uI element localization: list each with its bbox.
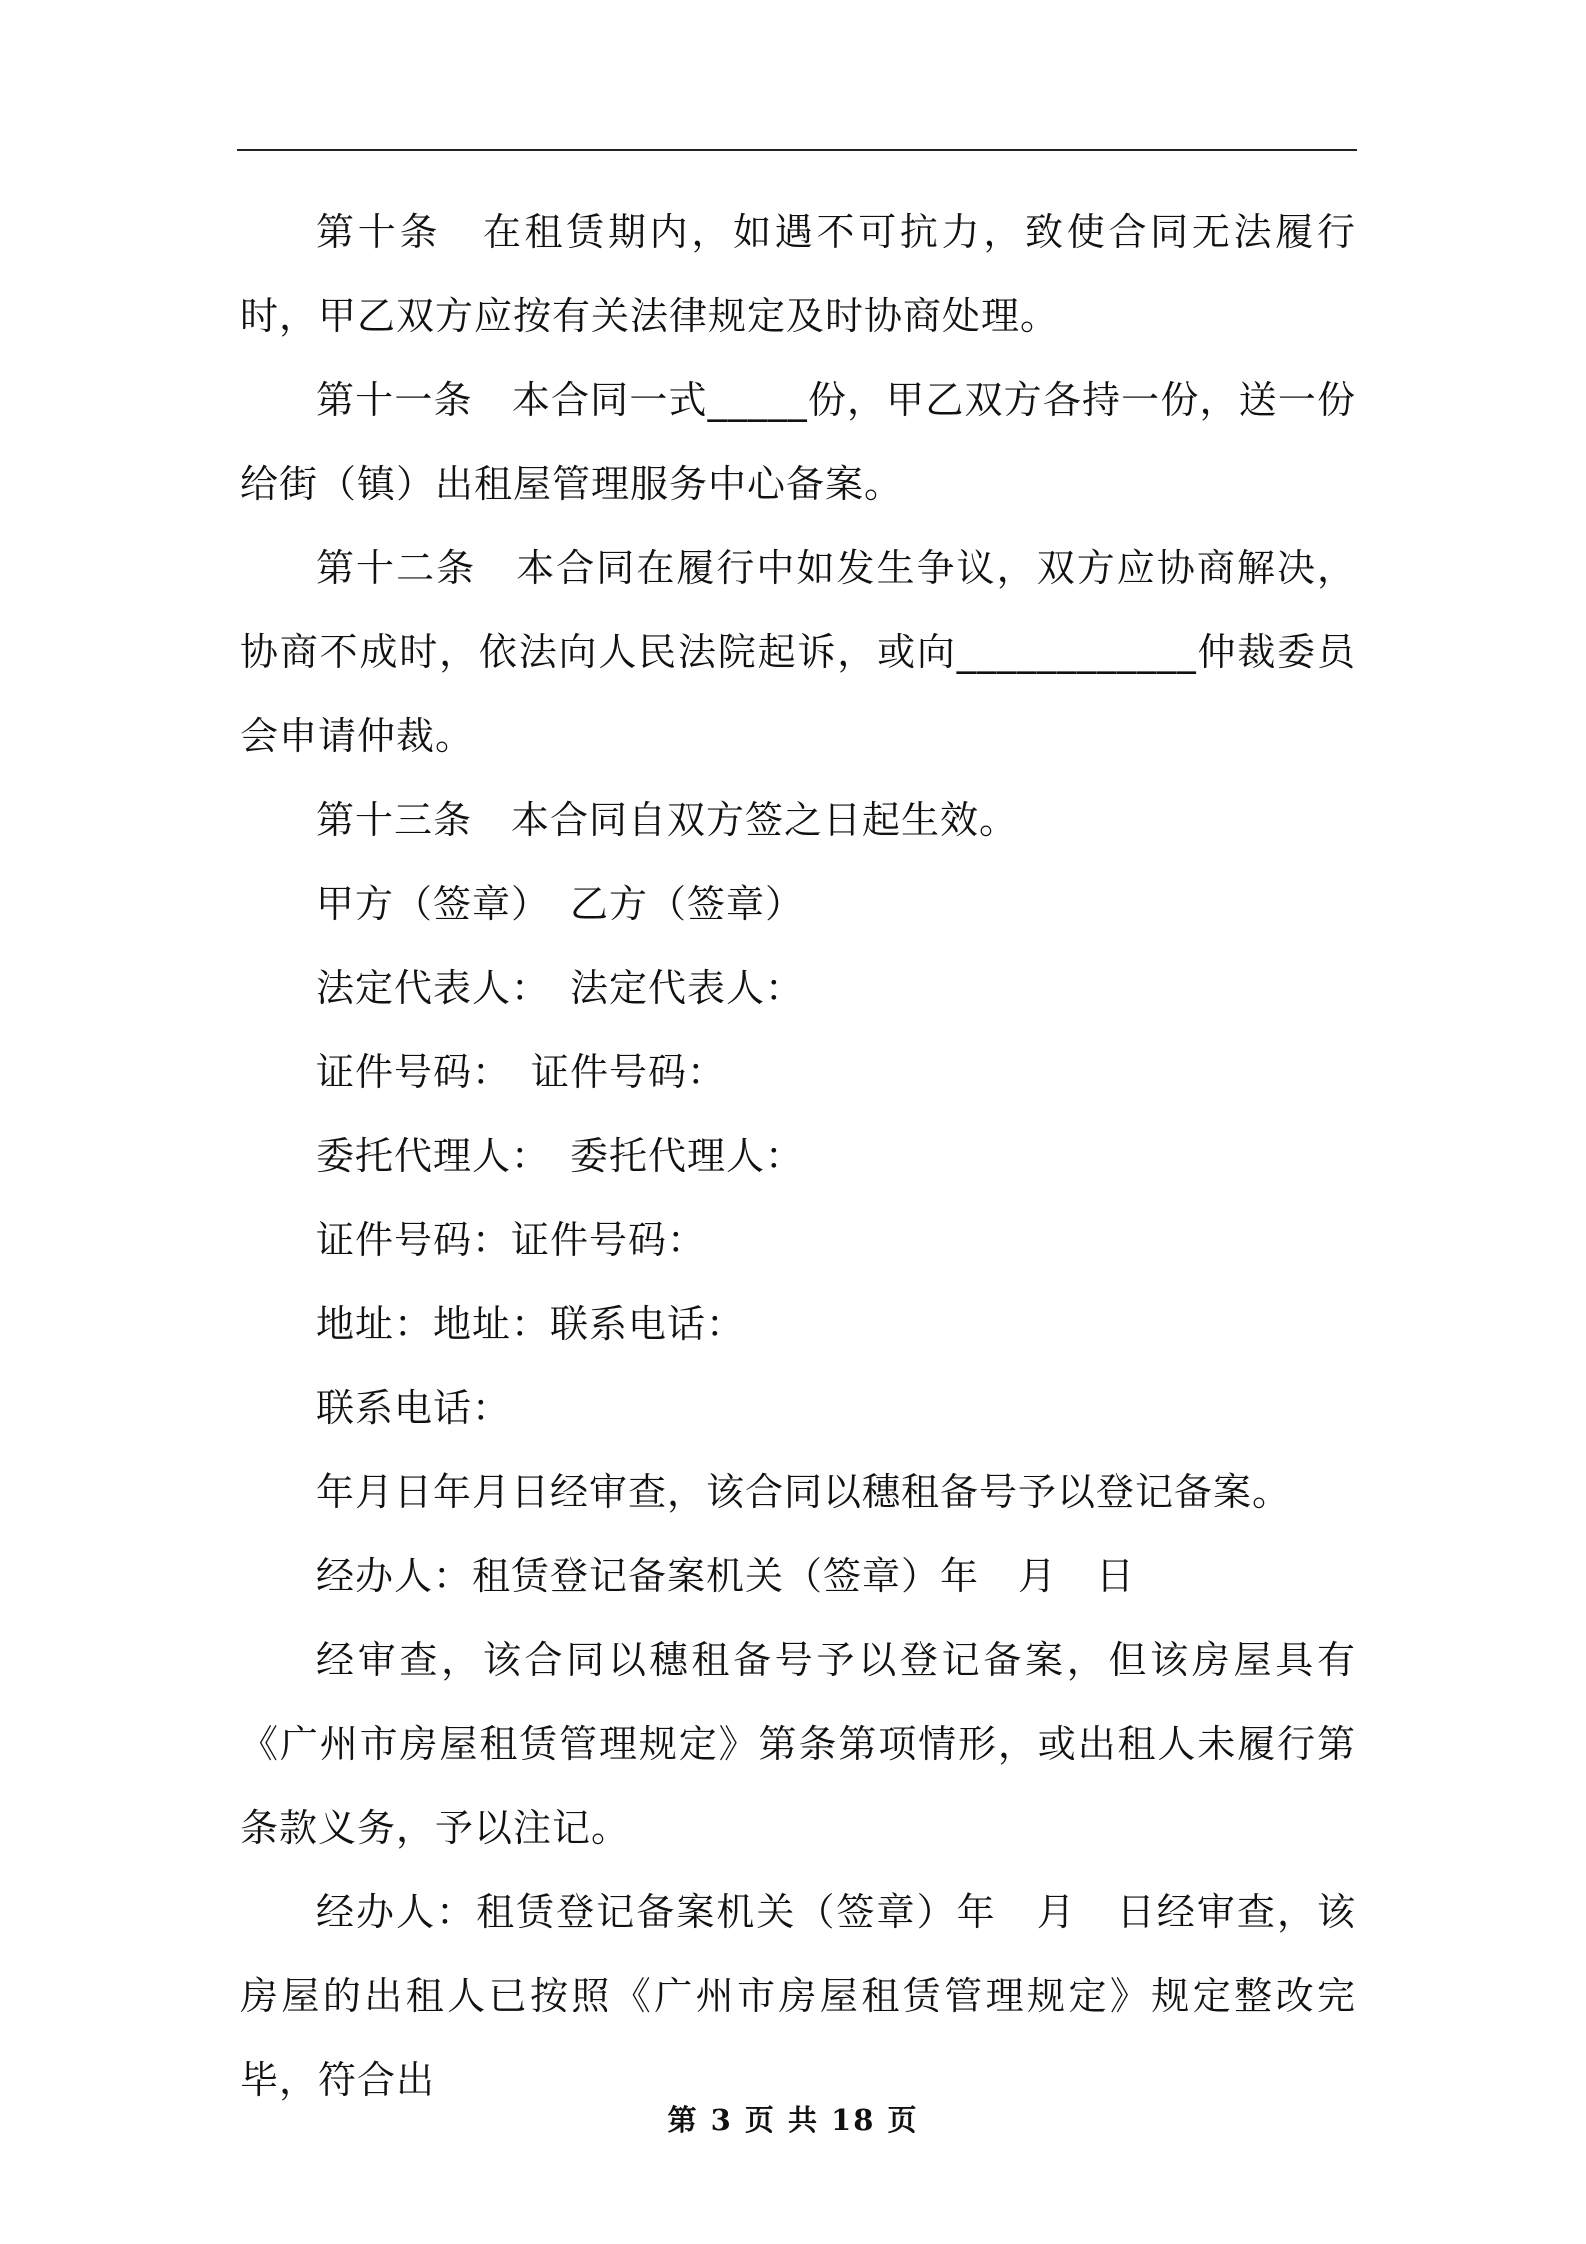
signature-line-id-number: 证件号码： 证件号码： (316, 1050, 727, 1094)
header-rule (237, 149, 1357, 151)
article-10: 第十条 在租赁期内，如遇不可抗力，致使合同无法履行时，甲乙双方应按有关法律规定及时协商处理。 (240, 210, 1356, 338)
registration-note: 年月日年月日经审查，该合同以穗租备号予以登记备案。 (316, 1470, 1292, 1514)
annotation-note: 经审查，该合同以穗租备号予以登记备案，但该房屋具有《广州市房屋租赁管理规定》第条第项情形，或出租人未履行第条款义务，予以注记。 (240, 1638, 1356, 1850)
article-13: 第十三条 本合同自双方签之日起生效。 (316, 798, 1019, 842)
signature-line-parties: 甲方（签章） 乙方（签章） (316, 882, 805, 926)
document-body (240, 190, 1356, 2122)
signature-line-address: 地址：地址：联系电话： (316, 1302, 746, 1346)
rectification-note: 经办人：租赁登记备案机关（签章）年 月 日经审查，该房屋的出租人已按照《广州市房屋租赁管理规定》规定整改完毕，符合出 (240, 1890, 1356, 2102)
article-11: 第十一条 本合同一式_____份，甲乙双方各持一份，送一份给街（镇）出租屋管理服务中心备案。 (240, 378, 1356, 506)
registration-handler-line: 经办人：租赁登记备案机关（签章）年 月 日 (316, 1554, 1136, 1598)
signature-line-legal-rep: 法定代表人： 法定代表人： (316, 966, 805, 1010)
signature-line-phone: 联系电话： (316, 1386, 512, 1430)
article-12: 第十二条 本合同在履行中如发生争议，双方应协商解决，协商不成时，依法向人民法院起诉，或向____________仲裁委员会申请仲裁。 (240, 546, 1356, 758)
signature-line-agent-id: 证件号码：证件号码： (316, 1218, 707, 1262)
page-number: 第 3 页 共 18 页 (667, 2103, 919, 2137)
signature-line-agent: 委托代理人： 委托代理人： (316, 1134, 805, 1178)
